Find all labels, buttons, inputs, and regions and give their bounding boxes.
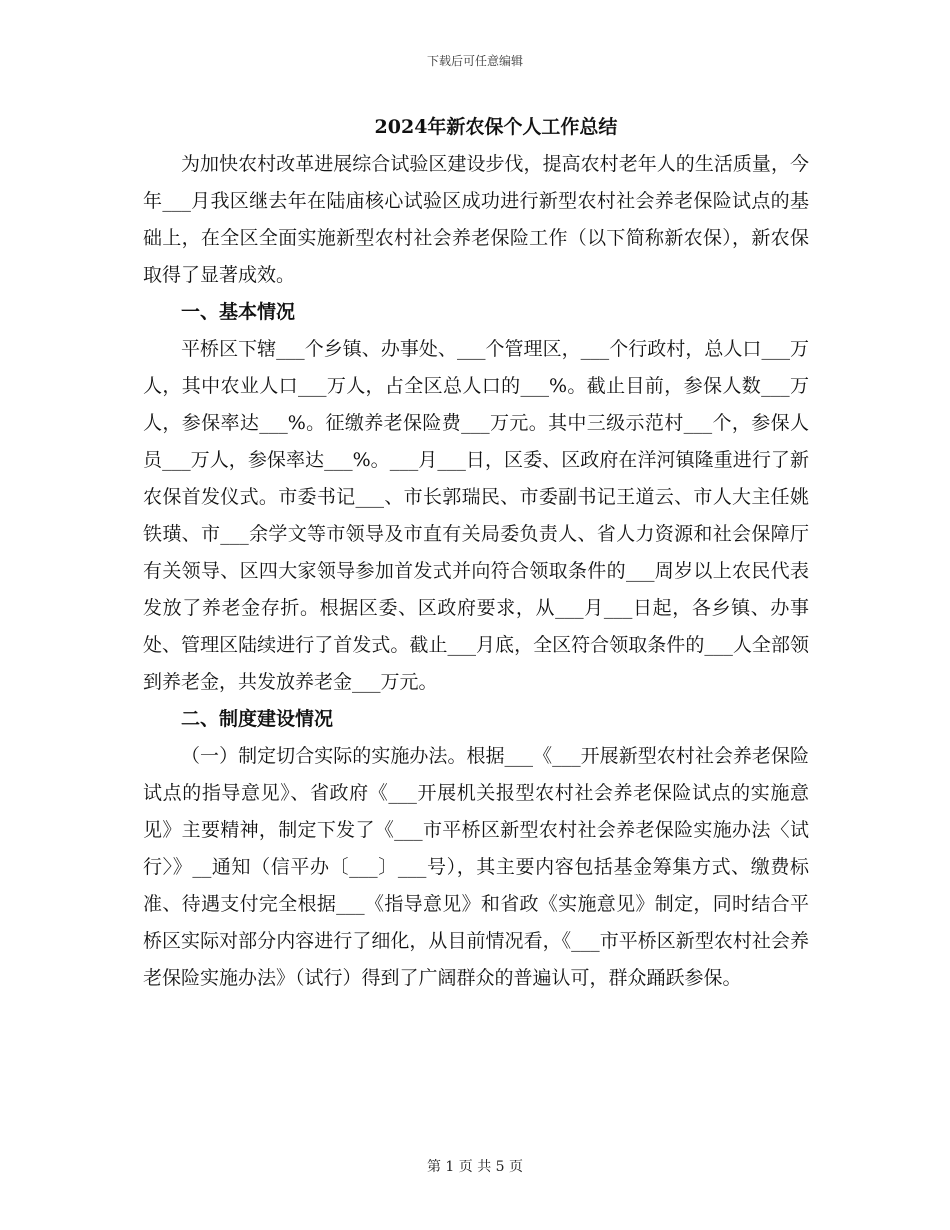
section-heading-system: 二、制度建设情况	[181, 708, 334, 730]
page-number: 第 1 页 共 5 页	[426, 1159, 524, 1175]
document-body	[143, 112, 809, 997]
intro-paragraph: 为加快农村改革进展综合试验区建设步伐，提高农村老年人的生活质量，今年___月我区继去年在陆庙核心试验区成功进行新型农村社会养老保险试点的基础上，在全区全面实施新型农村社会养老保险工作（以下简称新农保），新农保取得了显著成效。	[143, 153, 809, 286]
document-title: 2024年新农保个人工作总结	[374, 116, 618, 138]
page-header-note: 下载后可任意编辑	[426, 54, 523, 68]
section-paragraph-system: （一）制定切合实际的实施办法。根据___《___开展新型农村社会养老保险试点的指导意见》、省政府《___开展机关报型农村社会养老保险试点的实施意见》主要精神，制定下发了《___市平桥区新型农村社会养老保险实施办法〈试行〉》__通知（信平办〔___〕___号），其主要内容包括基金筹集方式、缴费标准、待遇支付完全根据___《指导意见》和省政《实施意见》制定，同时结合平桥区实际对部分内容进行了细化，从目前情况看，《___市平桥区新型农村社会养老保险实施办法》（试行）得到了广阔群众的普遍认可，群众踊跃参保。	[143, 745, 809, 989]
section-heading-basic: 一、基本情况	[181, 301, 296, 323]
section-paragraph-basic: 平桥区下辖___个乡镇、办事处、___个管理区，___个行政村，总人口___万人，其中农业人口___万人，占全区总人口的___%。截止目前，参保人数___万人，参保率达___%。征缴养老保险费___万元。其中三级示范村___个，参保人员___万人，参保率达___%。___月___日，区委、区政府在洋河镇隆重进行了新农保首发仪式。市委书记___、市长郭瑞民、市委副书记王道云、市人大主任姚铁璜、市___余学文等市领导及市直有关局委负责人、省人力资源和社会保障厅有关领导、区四大家领导参加首发式并向符合领取条件的___周岁以上农民代表发放了养老金存折。根据区委、区政府要求，从___月___日起，各乡镇、办事处、管理区陆续进行了首发式。截止___月底，全区符合领取条件的___人全部领到养老金，共发放养老金___万元。	[143, 338, 809, 693]
